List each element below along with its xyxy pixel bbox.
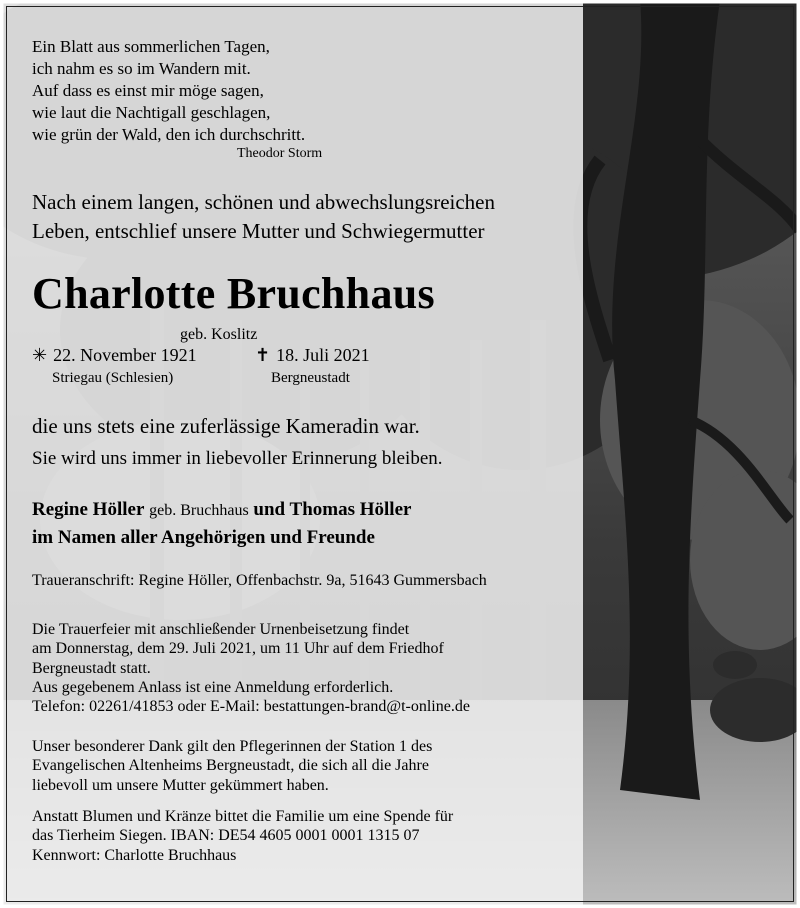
ceremony-paragraph [32,620,470,716]
thanks-paragraph [32,737,432,795]
birth-place: Striegau (Schlesien) [52,370,174,386]
signer-birth-name: geb. Bruchhaus [149,502,249,519]
birth-star-icon: ✳ [32,345,48,365]
deceased-name: Charlotte Bruchhaus [32,269,435,318]
death-place: Bergneustadt [271,370,350,386]
intro-line: Leben, entschlief unsere Mutter und Schwiegermutter [32,219,485,243]
poem-line: wie grün der Wald, den ich durchschritt. [32,125,306,144]
poem-line: Ein Blatt aus sommerlichen Tagen, [32,37,270,56]
ceremony-line: Telefon: 02261/41853 oder E-Mail: bestattungen-brand@t-online.de [32,698,470,716]
mourning-address: Traueranschrift: Regine Höller, Offenbachstr. 9a, 51643 Gummersbach [32,572,487,589]
donation-line: Kennwort: Charlotte Bruchhaus [32,846,237,864]
ceremony-line: Bergneustadt statt. [32,659,151,677]
donation-paragraph [32,807,453,865]
poem-line: wie laut die Nachtigall geschlagen, [32,103,271,122]
death-date-line [255,345,370,366]
poem-line: ich nahm es so im Wandern mit. [32,59,251,78]
signers-line-2: im Namen aller Angehörigen und Freunde [32,527,375,548]
intro-line: Nach einem langen, schönen und abwechslungsreichen [32,190,496,214]
poem-author: Theodor Storm [237,146,323,161]
intro-text [32,188,495,246]
death-date: 18. Juli 2021 [276,345,370,365]
thanks-line: liebevoll um unsere Mutter gekümmert haben. [32,776,329,794]
poem [32,36,305,146]
death-cross-icon: ✝ [255,345,271,365]
ceremony-line: Die Trauerfeier mit anschließender Urnenbeisetzung findet [32,621,410,638]
thanks-line: Evangelischen Altenheims Bergneustadt, die sich all die Jahre [32,757,429,775]
birth-date-line [32,345,197,366]
birth-date: 22. November 1921 [53,345,197,365]
signers [32,496,411,551]
signer-connector: und Thomas Höller [253,499,412,520]
ceremony-line: Aus gegebenem Anlass ist eine Anmeldung erforderlich. [32,678,394,696]
birth-name: geb. Koslitz [180,326,258,343]
poem-line: Auf dass es einst mir möge sagen, [32,81,264,100]
thanks-line: Unser besonderer Dank gilt den Pflegerinnen der Station 1 des [32,738,433,755]
tribute-text: die uns stets eine zuferlässige Kameradin war. [32,414,420,438]
memory-text: Sie wird uns immer in liebevoller Erinnerung bleiben. [32,448,443,469]
donation-line: das Tierheim Siegen. IBAN: DE54 4605 0001 0001 1315 07 [32,827,420,845]
donation-line: Anstatt Blumen und Kränze bittet die Familie um eine Spende für [32,808,454,825]
signers-line-1 [32,496,411,524]
signer-name: Regine Höller [32,499,145,520]
ceremony-line: am Donnerstag, dem 29. Juli 2021, um 11 Uhr auf dem Friedhof [32,640,444,658]
